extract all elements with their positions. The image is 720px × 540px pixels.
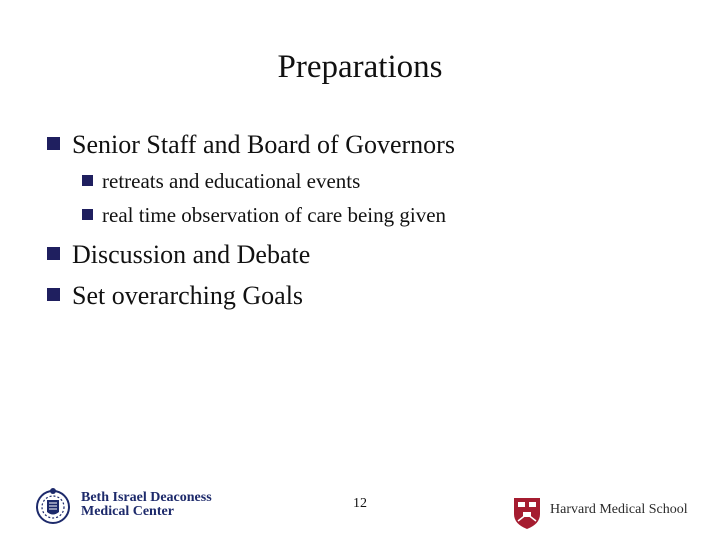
harvard-shield-icon bbox=[512, 496, 542, 530]
square-bullet-icon bbox=[82, 175, 93, 186]
harvard-logo bbox=[512, 496, 692, 536]
bullet-text: Set overarching Goals bbox=[72, 281, 304, 310]
page-number: 12 bbox=[353, 496, 367, 511]
bullet-list bbox=[47, 124, 697, 316]
harvard-logo-text: Harvard Medical School bbox=[550, 502, 688, 517]
square-bullet-icon bbox=[47, 247, 60, 260]
sub-bullet-text: real time observation of care being given bbox=[102, 203, 447, 227]
sub-bullet-item bbox=[82, 198, 697, 232]
bullet-item bbox=[47, 234, 697, 275]
square-bullet-icon bbox=[47, 288, 60, 301]
sub-bullet-list bbox=[47, 164, 697, 232]
bullet-text: Discussion and Debate bbox=[72, 240, 311, 269]
bidmc-logo-line1: Beth Israel Deaconess bbox=[81, 490, 212, 505]
slide-footer bbox=[0, 478, 720, 538]
bullet-item bbox=[47, 275, 697, 316]
square-bullet-icon bbox=[82, 209, 93, 220]
bidmc-logo-text bbox=[81, 491, 212, 519]
bidmc-logo bbox=[34, 484, 224, 530]
sub-bullet-item bbox=[82, 164, 697, 198]
square-bullet-icon bbox=[47, 137, 60, 150]
slide-title: Preparations bbox=[277, 49, 443, 85]
bidmc-emblem-icon bbox=[34, 484, 74, 528]
sub-bullet-text: retreats and educational events bbox=[102, 169, 361, 193]
bidmc-logo-line2: Medical Center bbox=[81, 504, 174, 519]
bullet-item bbox=[47, 124, 697, 165]
bullet-text: Senior Staff and Board of Governors bbox=[72, 130, 455, 159]
